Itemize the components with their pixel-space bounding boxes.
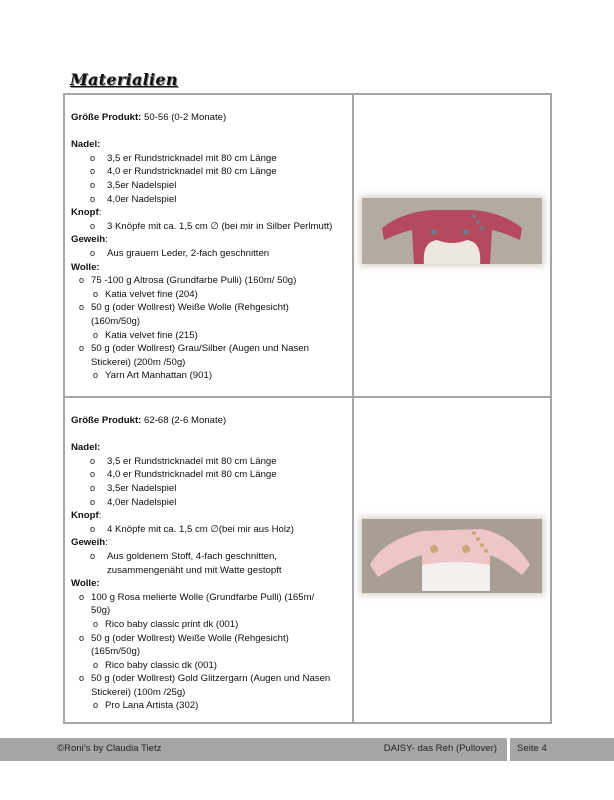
table-row-size-50-56 <box>65 95 550 398</box>
list-item: o 100 g Rosa melierte Wolle (Grundfarbe Pulli) (165m/ <box>79 591 315 603</box>
footer-copyright: ©Roni’s by Claudia Tietz <box>57 743 162 754</box>
bullet-icon: o <box>93 700 99 711</box>
bullet-icon: o <box>90 220 96 231</box>
wolle-heading: Wolle: <box>71 578 100 590</box>
knopf-heading: Knopf <box>71 207 99 219</box>
list-item: o 50 g (oder Wollrest) Grau/Silber (Augen und Nasen <box>79 343 309 355</box>
size-line <box>71 414 348 428</box>
bullet-icon: o <box>90 550 96 561</box>
list-item: o Katia velvet fine (204) <box>93 288 198 300</box>
bullet-icon: o <box>90 247 96 258</box>
size-label: Größe Produkt: <box>71 112 142 123</box>
bullet-icon: o <box>90 455 96 466</box>
list-item: o 50 g (oder Wollrest) Weiße Wolle (Rehgesicht) <box>79 302 289 314</box>
list-item: o Rico baby classic dk (001) <box>93 659 217 671</box>
size-line <box>71 111 348 125</box>
list-item: o 3 Knöpfe mit ca. 1,5 cm ∅ (bei mir in Silber Perlmutt) <box>90 220 333 232</box>
list-item: o Rico baby classic print dk (001) <box>93 618 239 630</box>
list-item: o Aus grauem Leder, 2-fach geschnitten <box>90 247 270 259</box>
list-item: o 4 Knöpfe mit ca. 1,5 cm ∅(bei mir aus Holz) <box>90 523 294 535</box>
page-title: Materialien <box>70 70 178 89</box>
bullet-icon: o <box>90 469 96 480</box>
nadel-heading: Nadel: <box>71 139 101 151</box>
list-item: o Pro Lana Artista (302) <box>93 700 199 712</box>
bullet-icon: o <box>79 673 85 684</box>
bullet-icon: o <box>90 496 96 507</box>
list-item: o 4,0er Nadelspiel <box>90 193 177 205</box>
bullet-icon: o <box>93 329 99 340</box>
sweater-photo-icon <box>362 519 542 593</box>
list-item: o 3,5er Nadelspiel <box>90 482 177 494</box>
list-item: o 4,0 er Rundstricknadel mit 80 cm Länge <box>90 469 277 481</box>
bullet-icon: o <box>90 482 96 493</box>
footer-divider <box>507 738 510 761</box>
geweih-heading: Geweih <box>71 537 106 549</box>
list-item: o 3,5er Nadelspiel <box>90 179 177 191</box>
bullet-icon: o <box>79 302 85 313</box>
bullet-icon: o <box>90 523 96 534</box>
bullet-icon: o <box>93 370 99 381</box>
list-item: o 75 -100 g Altrosa (Grundfarbe Pulli) (160m/ 50g) <box>79 275 297 287</box>
photo-cell <box>354 398 550 722</box>
bullet-icon: o <box>93 618 99 629</box>
bullet-icon: o <box>90 179 96 190</box>
bullet-icon: o <box>79 275 85 286</box>
list-item: o 4,0er Nadelspiel <box>90 496 177 508</box>
nadel-heading: Nadel: <box>71 442 101 454</box>
list-item: o Aus goldenem Stoff, 4-fach geschnitten, <box>90 550 277 562</box>
materials-cell: Größe Produkt: 62-68 (2-6 Monate) Nadel: o 3,5 er Rundstricknadel mit 80 cm Länge o 4,0 er Rundstricknadel mit 80 cm Länge o 3,5er Nadelspiel o 4,0er Nadelspiel Knopf: o 4 Knöpfe mit ca. 1,5 cm ∅(bei mir aus Holz) Geweih: o Aus goldenem Stoff, 4-fach geschnitten, zusammengenäht und mit Watte gestopft Wolle: o 100 g Rosa melierte Wolle (Grundfarbe Pulli) (165m/ 50g) o Rico baby classic print dk (001) o 50 g (oder Wollrest) Weiße Wolle (Rehgesicht) (165m/50g) o Rico baby classic dk (001) o 50 g (oder Wollrest) Gold Glitzergarn (Augen und Nasen Stickerei) (100m /25g) o Pro Lana Artista (302) <box>65 398 354 722</box>
list-item: o 4,0 er Rundstricknadel mit 80 cm Länge <box>90 166 277 178</box>
materials-cell: Größe Produkt: 50-56 (0-2 Monate) Nadel: o 3,5 er Rundstricknadel mit 80 cm Länge o 4,0 er Rundstricknadel mit 80 cm Länge o 3,5er Nadelspiel o 4,0er Nadelspiel Knopf: o 3 Knöpfe mit ca. 1,5 cm ∅ (bei mir in Silber Perlmutt) Geweih: o Aus grauem Leder, 2-fach geschnitten Wolle: o 75 -100 g Altrosa (Grundfarbe Pulli) (160m/ 50g) o Katia velvet fine (204) o 50 g (oder Wollrest) Weiße Wolle (Rehgesicht) (160m/50g) o Katia velvet fine (215) o 50 g (oder Wollrest) Grau/Silber (Augen und Nasen Stickerei) (200m /50g) o Yarn Art Manhattan (901) <box>65 95 354 396</box>
table-row-size-62-68 <box>65 398 550 722</box>
footer-page-number: Seite 4 <box>517 743 547 754</box>
bullet-icon: o <box>79 591 85 602</box>
page-footer <box>0 738 614 761</box>
list-item: o 50 g (oder Wollrest) Gold Glitzergarn (Augen und Nasen <box>79 673 331 685</box>
list-item: o Katia velvet fine (215) <box>93 329 198 341</box>
list-item: o 50 g (oder Wollrest) Weiße Wolle (Rehgesicht) <box>79 632 289 644</box>
bullet-icon: o <box>93 659 99 670</box>
size-value: 50-56 (0-2 Monate) <box>141 112 227 123</box>
photo-cell <box>354 95 550 396</box>
sweater-photo-icon <box>362 198 542 264</box>
footer-doc-title: DAISY- das Reh (Pullover) <box>383 743 497 754</box>
wolle-heading: Wolle: <box>71 261 100 273</box>
bullet-icon: o <box>79 343 85 354</box>
geweih-heading: Geweih <box>71 234 106 246</box>
size-value: 62-68 (2-6 Monate) <box>141 415 227 426</box>
size-label: Größe Produkt: <box>71 415 142 426</box>
bullet-icon: o <box>90 152 96 163</box>
list-item: o 3,5 er Rundstricknadel mit 80 cm Länge <box>90 455 277 467</box>
bullet-icon: o <box>93 288 99 299</box>
bullet-icon: o <box>79 632 85 643</box>
bullet-icon: o <box>90 193 96 204</box>
list-item: o Yarn Art Manhattan (901) <box>93 370 213 382</box>
knopf-heading: Knopf <box>71 510 99 522</box>
list-item: o 3,5 er Rundstricknadel mit 80 cm Länge <box>90 152 277 164</box>
materials-table <box>63 93 552 724</box>
bullet-icon: o <box>90 166 96 177</box>
